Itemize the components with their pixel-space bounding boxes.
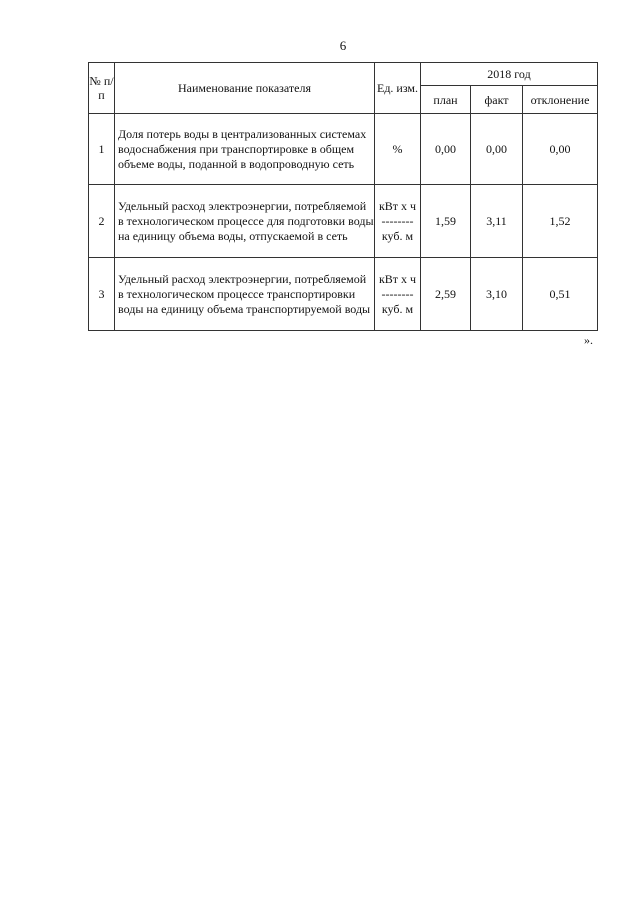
- indicators-table: [88, 62, 598, 331]
- row-deviation: 0,51: [523, 258, 598, 331]
- header-year: 2018 год: [421, 63, 598, 86]
- page-number: 6: [339, 38, 347, 53]
- row-unit: [375, 258, 421, 331]
- closing-quote: ».: [584, 333, 593, 347]
- header-name: Наименование показателя: [115, 63, 375, 114]
- table-header-row: [89, 63, 598, 86]
- header-num: № п/п: [89, 63, 115, 114]
- row-name: Удельный расход электроэнергии, потребляемой в технологическом процессе транспортировки воды на единицу объема транспортируемой воды: [115, 258, 375, 331]
- row-num: 1: [89, 114, 115, 185]
- header-fact: факт: [471, 86, 523, 114]
- row-fact: 0,00: [471, 114, 523, 185]
- row-deviation: 1,52: [523, 185, 598, 258]
- unit-bottom: куб. м: [381, 228, 414, 243]
- header-deviation: отклонение: [523, 86, 598, 114]
- row-unit: [375, 114, 421, 185]
- unit-top: %: [392, 141, 403, 156]
- row-name: Доля потерь воды в централизованных системах водоснабжения при транспортировке в общем объеме воды, поданной в водопроводную сеть: [115, 114, 375, 185]
- header-unit: Ед. изм.: [375, 63, 421, 114]
- row-plan: 1,59: [421, 185, 471, 258]
- row-plan: 0,00: [421, 114, 471, 185]
- unit-top: кВт х ч: [378, 198, 417, 213]
- row-fact: 3,10: [471, 258, 523, 331]
- table-row: [89, 258, 598, 331]
- row-plan: 2,59: [421, 258, 471, 331]
- unit-divider: --------: [381, 213, 414, 228]
- header-plan: план: [421, 86, 471, 114]
- row-name: Удельный расход электроэнергии, потребляемой в технологическом процессе для подготовки воды на единицу объема воды, отпускаемой в сеть: [115, 185, 375, 258]
- row-unit: [375, 185, 421, 258]
- table-row: [89, 185, 598, 258]
- row-num: 2: [89, 185, 115, 258]
- row-num: 3: [89, 258, 115, 331]
- unit-top: кВт х ч: [378, 271, 417, 286]
- unit-bottom: куб. м: [381, 301, 414, 316]
- row-deviation: 0,00: [523, 114, 598, 185]
- unit-divider: --------: [381, 286, 414, 301]
- row-fact: 3,11: [471, 185, 523, 258]
- table-row: [89, 114, 598, 185]
